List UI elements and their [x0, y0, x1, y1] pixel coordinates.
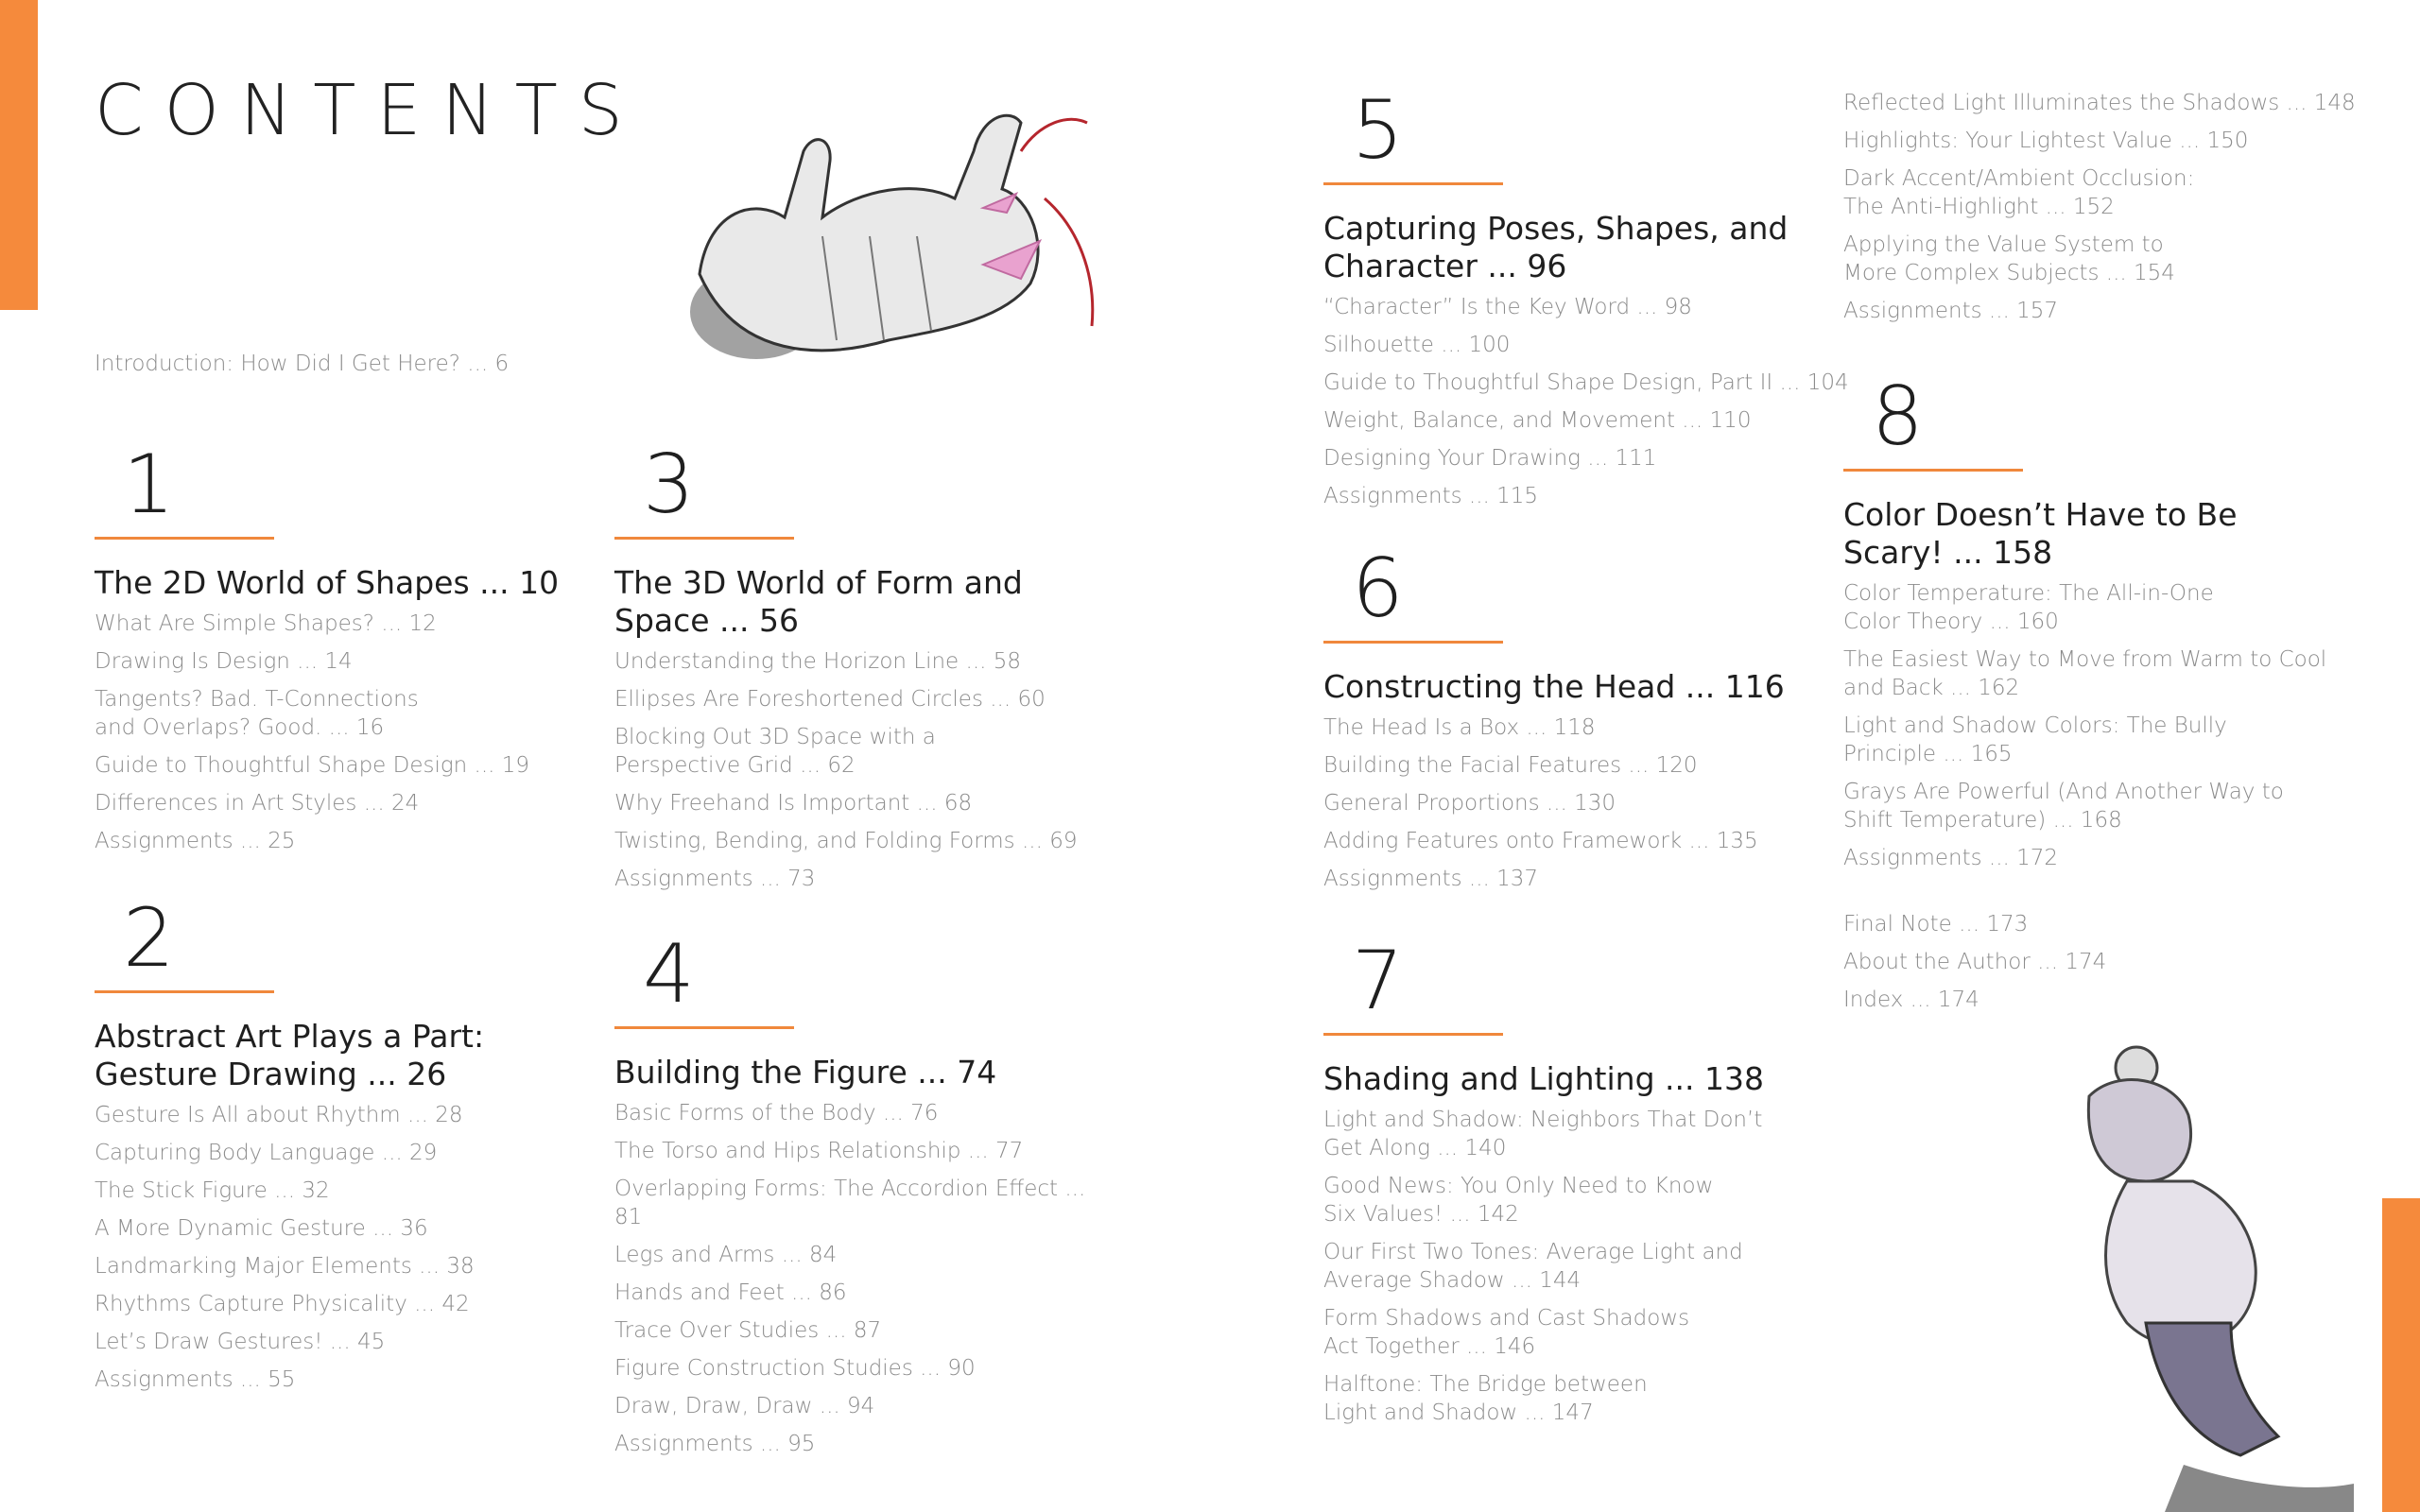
- toc-item: Guide to Thoughtful Shape Design, Part II ... 104: [1323, 370, 1849, 395]
- chapter-1: [95, 438, 586, 865]
- toc-item: Our First Two Tones: Average Light and Average Shadow ... 144: [1323, 1240, 1743, 1293]
- toc-item: Capturing Body Language ... 29: [95, 1141, 438, 1165]
- back-matter: [1843, 910, 2373, 1023]
- toc-item: Legs and Arms ... 84: [614, 1243, 838, 1267]
- toc-item: Assignments ... 157: [1843, 299, 2059, 323]
- toc-item: Assignments ... 55: [95, 1367, 296, 1392]
- chapter-rule: [95, 537, 274, 540]
- chapter-7-continued: [1843, 89, 2373, 335]
- chapter-rule: [1323, 182, 1503, 185]
- toc-item: About the Author ... 174: [1843, 950, 2107, 974]
- toc-item: Dark Accent/Ambient Occlusion: The Anti-Highlight ... 152: [1843, 166, 2195, 219]
- chapter-number: 2: [123, 891, 175, 986]
- chapter-3: [614, 438, 1106, 902]
- page-title: CONTENTS: [95, 70, 644, 151]
- chapter-rule: [614, 537, 794, 540]
- toc-item: Adding Features onto Framework ... 135: [1323, 829, 1758, 853]
- chapter-title: The 2D World of Shapes ... 10: [95, 564, 560, 601]
- chapter-items: [95, 1101, 586, 1394]
- toc-item: Why Freehand Is Important ... 68: [614, 791, 973, 816]
- toc-item: Highlights: Your Lightest Value ... 150: [1843, 129, 2249, 153]
- toc-item: Gesture Is All about Rhythm ... 28: [95, 1103, 463, 1127]
- hand-illustration: [671, 94, 1144, 378]
- toc-item: Overlapping Forms: The Accordion Effect ... 81: [614, 1177, 1086, 1229]
- toc-item: Assignments ... 25: [95, 829, 296, 853]
- toc-item: What Are Simple Shapes? ... 12: [95, 611, 437, 636]
- figure-illustration: [1995, 1040, 2373, 1512]
- accent-bar-bottom-right: [2382, 1198, 2420, 1512]
- toc-item: Trace Over Studies ... 87: [614, 1318, 882, 1343]
- chapter-title: The 3D World of Form and Space ... 56: [614, 564, 1023, 639]
- chapter-title: Building the Figure ... 74: [614, 1054, 997, 1091]
- toc-item: The Stick Figure ... 32: [95, 1178, 330, 1203]
- chapter-number: 4: [643, 927, 695, 1022]
- toc-item: Let’s Draw Gestures! ... 45: [95, 1330, 386, 1354]
- toc-item: Good News: You Only Need to Know Six Values! ... 142: [1323, 1174, 1714, 1227]
- toc-item: Form Shadows and Cast Shadows Act Together ... 146: [1323, 1306, 1690, 1359]
- toc-item: Twisting, Bending, and Folding Forms ... 69: [614, 829, 1078, 853]
- chapter-items: [1323, 713, 1815, 893]
- toc-item: Figure Construction Studies ... 90: [614, 1356, 976, 1381]
- chapter-rule: [614, 1026, 794, 1029]
- chapter-number: 3: [643, 438, 695, 532]
- toc-item: Understanding the Horizon Line ... 58: [614, 649, 1022, 674]
- chapter-6: [1323, 541, 1815, 902]
- back-matter-items: [1843, 910, 2373, 1014]
- toc-item: Final Note ... 173: [1843, 912, 2029, 936]
- chapter-items: [1843, 579, 2373, 872]
- toc-item: “Character” Is the Key Word ... 98: [1323, 295, 1692, 319]
- chapter-rule: [1323, 1033, 1503, 1036]
- toc-item: Assignments ... 115: [1323, 484, 1539, 508]
- toc-item: Index ... 174: [1843, 988, 1979, 1012]
- toc-item: Tangents? Bad. T-Connections and Overlaps? Good. ... 16: [95, 687, 419, 740]
- chapter-7: [1323, 934, 1815, 1436]
- chapter-4: [614, 927, 1106, 1468]
- chapter-number: 1: [123, 438, 175, 532]
- toc-item: The Head Is a Box ... 118: [1323, 715, 1596, 740]
- toc-item: Light and Shadow Colors: The Bully Principle ... 165: [1843, 713, 2227, 766]
- intro-entry: Introduction: How Did I Get Here? ... 6: [95, 352, 510, 376]
- toc-item: Blocking Out 3D Space with a Perspective Grid ... 62: [614, 725, 936, 778]
- toc-item: Assignments ... 73: [614, 867, 816, 891]
- chapter-items: [614, 1099, 1106, 1458]
- chapter-2: [95, 891, 586, 1403]
- chapter-rule: [95, 990, 274, 993]
- chapter-rule: [1323, 641, 1503, 644]
- toc-item: Light and Shadow: Neighbors That Don’t Get Along ... 140: [1323, 1108, 1763, 1160]
- chapter-title: Color Doesn’t Have to Be Scary! ... 158: [1843, 496, 2238, 571]
- toc-item: Halftone: The Bridge between Light and Shadow ... 147: [1323, 1372, 1648, 1425]
- toc-item: Assignments ... 95: [614, 1432, 816, 1456]
- chapter-items: [1843, 89, 2373, 325]
- toc-item: Hands and Feet ... 86: [614, 1280, 847, 1305]
- toc-item: Silhouette ... 100: [1323, 333, 1511, 357]
- toc-item: Rhythms Capture Physicality ... 42: [95, 1292, 470, 1316]
- toc-item: Weight, Balance, and Movement ... 110: [1323, 408, 1752, 433]
- chapter-8: [1843, 369, 2373, 882]
- toc-item: The Torso and Hips Relationship ... 77: [614, 1139, 1024, 1163]
- toc-item: Basic Forms of the Body ... 76: [614, 1101, 939, 1125]
- toc-item: Assignments ... 172: [1843, 846, 2059, 870]
- toc-item: Drawing Is Design ... 14: [95, 649, 353, 674]
- toc-item: Grays Are Powerful (And Another Way to Shift Temperature) ... 168: [1843, 780, 2284, 833]
- toc-item: Draw, Draw, Draw ... 94: [614, 1394, 875, 1418]
- toc-item: The Easiest Way to Move from Warm to Cool and Back ... 162: [1843, 647, 2327, 700]
- toc-item: Landmarking Major Elements ... 38: [95, 1254, 475, 1279]
- chapter-number: 7: [1352, 934, 1404, 1028]
- chapter-items: [1323, 293, 1853, 510]
- toc-item: Color Temperature: The All-in-One Color Theory ... 160: [1843, 581, 2214, 634]
- toc-item: General Proportions ... 130: [1323, 791, 1616, 816]
- chapter-items: [614, 647, 1106, 893]
- chapter-title: Abstract Art Plays a Part: Gesture Drawing ... 26: [95, 1018, 485, 1092]
- toc-item: Differences in Art Styles ... 24: [95, 791, 420, 816]
- accent-bar-top-left: [0, 0, 38, 310]
- chapter-title: Constructing the Head ... 116: [1323, 668, 1785, 705]
- toc-item: Applying the Value System to More Complex Subjects ... 154: [1843, 232, 2175, 285]
- toc-item: Guide to Thoughtful Shape Design ... 19: [95, 753, 530, 778]
- toc-item: Ellipses Are Foreshortened Circles ... 60: [614, 687, 1046, 712]
- chapter-items: [95, 610, 586, 855]
- chapter-items: [1323, 1106, 1815, 1427]
- chapter-number: 8: [1872, 369, 1924, 464]
- toc-item: Assignments ... 137: [1323, 867, 1539, 891]
- chapter-title: Capturing Poses, Shapes, and Character ... 96: [1323, 210, 1789, 284]
- chapter-number: 6: [1352, 541, 1404, 636]
- chapter-title: Shading and Lighting ... 138: [1323, 1060, 1764, 1097]
- toc-item: Designing Your Drawing ... 111: [1323, 446, 1657, 471]
- chapter-rule: [1843, 469, 2023, 472]
- toc-item: Reflected Light Illuminates the Shadows ... 148: [1843, 91, 2356, 115]
- toc-item: Building the Facial Features ... 120: [1323, 753, 1698, 778]
- toc-item: A More Dynamic Gesture ... 36: [95, 1216, 428, 1241]
- chapter-number: 5: [1352, 83, 1404, 178]
- chapter-5: [1323, 83, 1853, 520]
